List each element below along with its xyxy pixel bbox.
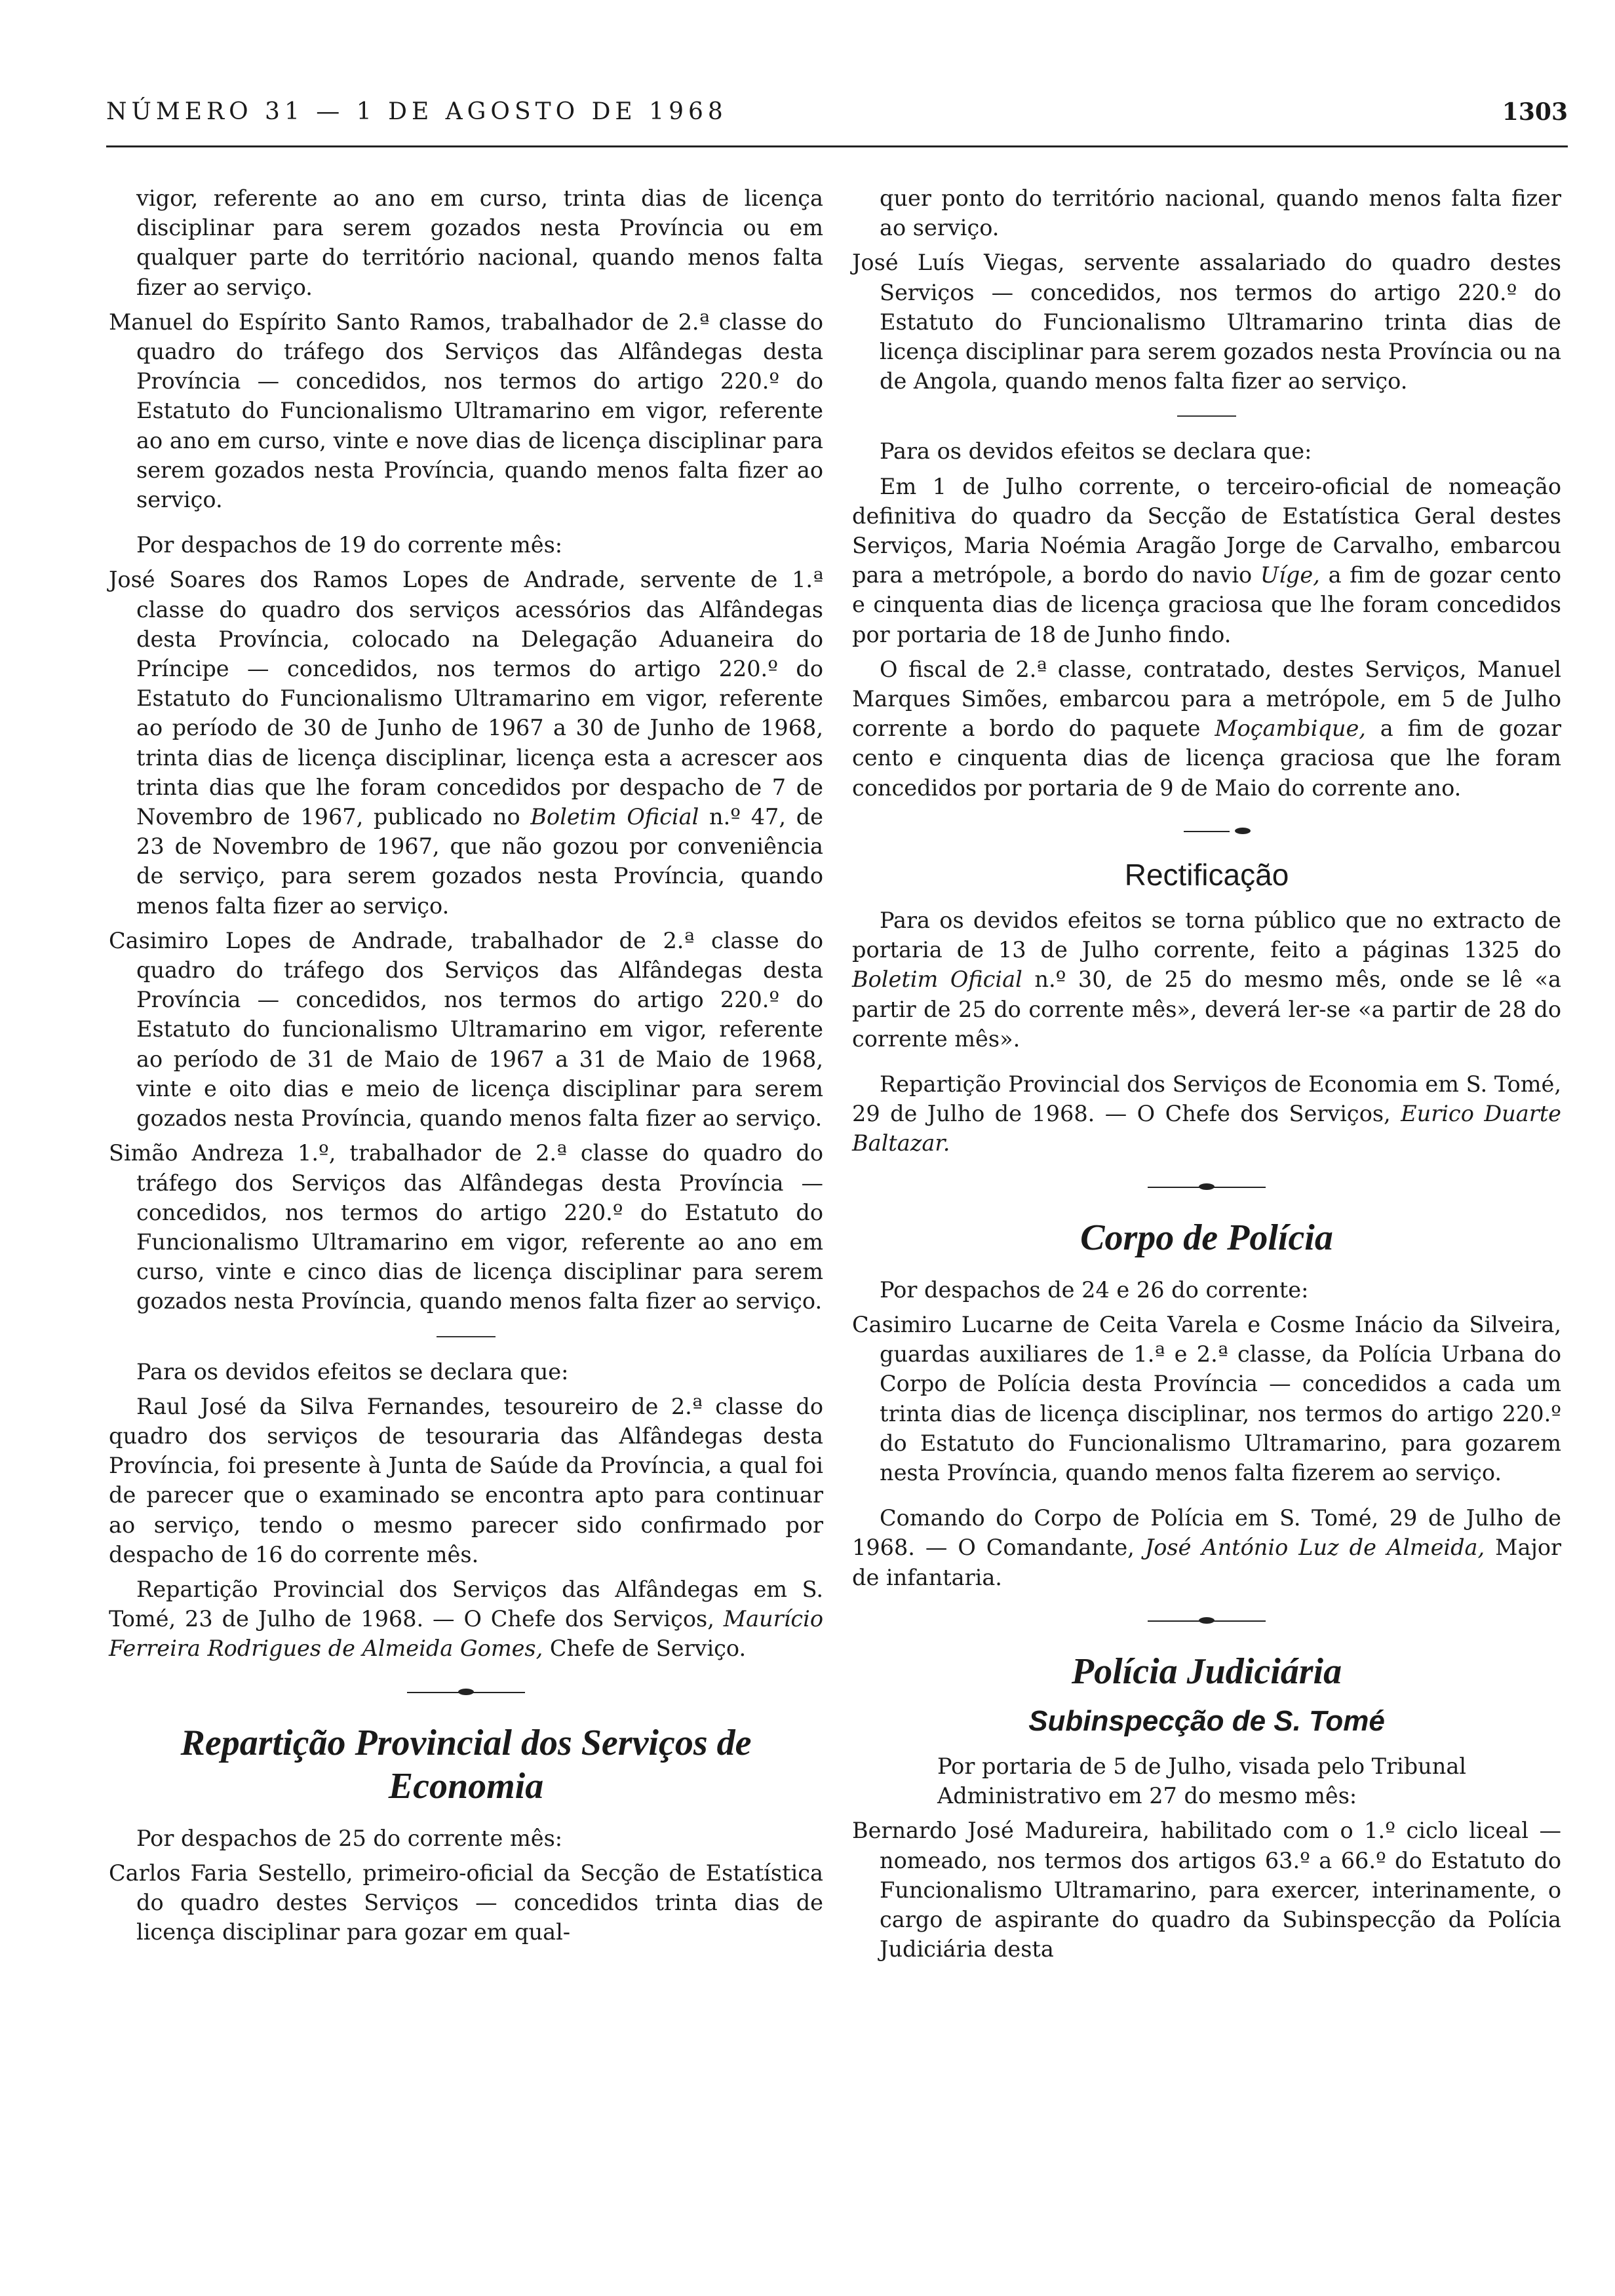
section-heading-rectificacao: Rectificação [1124, 857, 1289, 892]
paragraph: Raul José da Silva Fernandes, tesoureiro de 2.ª classe do quadro dos serviços de tesouraria das Alfândegas desta Província, foi presente à Junta de Saúde da Província, a qual foi de parecer que o examinado se encontra apto para continuar ao serviço, tendo o mesmo parecer sido confirmado por despacho de 16 do corrente mês. [109, 1393, 823, 1567]
paragraph: Em 1 de Julho corrente, o terceiro-oficial de nomeação definitiva do quadro da Secção de Estatística Geral destes Serviços, Maria Noémia Aragão Jorge de Carvalho, embarcou para a metrópole, a bordo do navio Uíge, a fim de gozar cento e cinquenta dias de licença graciosa que lhe foram concedidos por portaria de 18 de Junho findo. [852, 473, 1561, 647]
dispatch-intro: Por despachos de 19 do corrente mês: [136, 532, 563, 558]
separator-dash [1177, 415, 1236, 417]
header-rule [106, 145, 1568, 147]
paragraph: Manuel do Espírito Santo Ramos, trabalhador de 2.ª classe do quadro do tráfego dos Serviços das Alfândegas desta Província — concedidos, nos termos do artigo 220.º do Estatuto do Funcionalismo Ultramarino em vigor, referente ao ano em curso, vinte e nove dias de licença disciplinar para serem gozados nesta Província, quando menos falta fizer ao serviço. [109, 309, 823, 513]
declaration-intro: Para os devidos efeitos se declara que: [136, 1358, 569, 1385]
page-number: 1303 [1502, 98, 1568, 126]
paragraph: vigor, referente ao ano em curso, trinta dias de licença disciplinar para serem gozados nesta Província ou em qualquer parte do território nacional, quando menos falta fizer ao serviço. [136, 185, 823, 300]
left-column [109, 183, 823, 1947]
signature-paragraph: Repartição Provincial dos Serviços de Economia em S. Tomé, 29 de Julho de 1968. — O Chefe dos Serviços, Eurico Duarte Baltazar. [852, 1071, 1562, 1157]
section-heading-economia: Repartição Provincial dos Serviços de Economia [180, 1722, 752, 1807]
signatory-name: José António Luz de Almeida, [1144, 1535, 1485, 1561]
signatory-name: Maurício Ferreira Rodrigues de Almeida Gomes, [109, 1606, 823, 1662]
ship-name: Uíge, [1260, 562, 1320, 588]
ornament-divider [407, 1686, 525, 1699]
issue-date-header: NÚMERO 31 — 1 DE AGOSTO DE 1968 [106, 98, 728, 125]
subsection-heading: Subinspecção de S. Tomé [1028, 1704, 1385, 1737]
right-column [852, 183, 1561, 1964]
dispatch-intro: Por despachos de 25 do corrente mês: [136, 1825, 563, 1851]
dispatch-intro: Por despachos de 24 e 26 do corrente: [880, 1276, 1309, 1303]
paragraph: O fiscal de 2.ª classe, contratado, destes Serviços, Manuel Marques Simões, embarcou para a metrópole, em 5 de Julho corrente a bordo do paquete Moçambique, a fim de gozar cento e cinquenta dias de licença graciosa que lhe foram concedidos por portaria de 9 de Maio do corrente ano. [852, 656, 1561, 801]
italic-ref: Boletim Oficial [530, 804, 699, 830]
signatory-name: Eurico Duarte Baltazar. [852, 1101, 1562, 1157]
paragraph: Casimiro Lopes de Andrade, trabalhador de 2.ª classe do quadro do tráfego dos Serviços das Alfândegas desta Província — concedidos, nos termos do artigo 220.º do Estatuto do funcionalismo Ultramarino em vigor, referente ao período de 31 de Maio de 1967 a 31 de Maio de 1968, vinte e oito dias e meio de licença disciplinar para serem gozados nesta Província, quando menos falta fizer ao serviço. [109, 927, 823, 1132]
section-heading-policia-judiciaria: Polícia Judiciária [1071, 1651, 1342, 1692]
ornament-divider [1148, 1615, 1266, 1628]
ship-name: Moçambique, [1215, 716, 1366, 742]
paragraph: José Luís Viegas, servente assalariado do quadro destes Serviços — concedidos, nos termos do artigo 220.º do Estatuto do Funcionalismo Ultramarino trinta dias de licença disciplinar para serem gozados nesta Província ou na de Angola, quando menos falta fizer ao serviço. [852, 250, 1561, 394]
separator-dash [437, 1336, 496, 1337]
section-heading-corpo-policia: Corpo de Polícia [1080, 1217, 1333, 1258]
dispatch-intro: Por portaria de 5 de Julho, visada pelo Tribunal Administrativo em 27 do mesmo mês: [937, 1753, 1467, 1809]
paragraph: Casimiro Lucarne de Ceita Varela e Cosme Inácio da Silveira, guardas auxiliares de 1.ª e 2.ª classe, da Polícia Urbana do Corpo de Polícia desta Província — concedidos a cada um trinta dias de licença disciplinar, nos termos do artigo 220.º do Estatuto do Funcionalismo Ultramarino, para gozarem nesta Província, quando menos falta fizerem ao serviço. [852, 1311, 1561, 1485]
declaration-intro: Para os devidos efeitos se declara que: [880, 438, 1312, 465]
paragraph: José Soares dos Ramos Lopes de Andrade, servente de 1.ª classe do quadro dos serviços acessórios das Alfândegas desta Província, colocado na Delegação Aduaneira do Príncipe — concedidos, nos termos do artigo 220.º do Estatuto do Funcionalismo Ultramarino em vigor, referente ao período de 30 de Junho de 1967 a 30 de Junho de 1968, trinta dias de licença disciplinar, licença esta a acrescer aos trinta dias que lhe foram concedidos por despacho de 7 de Novembro de 1967, publicado no Boletim Oficial n.º 47, de 23 de Novembro de 1967, que não gozou por conveniência de serviço, para serem gozados nesta Província, quando menos falta fizer ao serviço. [109, 567, 823, 919]
signature-paragraph: Comando do Corpo de Polícia em S. Tomé, 29 de Julho de 1968. — O Comandante, José António Luz de Almeida, Major de infantaria. [852, 1505, 1562, 1590]
paragraph: Para os devidos efeitos se torna público que no extracto de portaria de 13 de Julho corrente, feito a páginas 1325 do Boletim Oficial n.º 30, de 25 do mesmo mês, onde se lê «a partir de 25 do corrente mês», deverá ler-se «a partir de 28 do corrente mês». [852, 908, 1562, 1052]
paragraph: quer ponto do território nacional, quando menos falta fizer ao serviço. [880, 185, 1561, 241]
paragraph: Bernardo José Madureira, habilitado com o 1.º ciclo liceal — nomeado, nos termos dos artigos 63.º a 66.º do Estatuto do Funcionalismo Ultramarino, para exercer, interinamente, o cargo de aspirante do quadro da Subinspecção da Polícia Judiciária desta [852, 1818, 1561, 1962]
italic-ref: Boletim Oficial [852, 966, 1022, 993]
small-ornament [1184, 825, 1230, 838]
paragraph: Carlos Faria Sestello, primeiro-oficial da Secção de Estatística do quadro destes Serviços — concedidos trinta dias de licença disciplinar para gozar em qual- [109, 1860, 823, 1945]
paragraph: Simão Andreza 1.º, trabalhador de 2.ª classe do quadro do tráfego dos Serviços das Alfândegas desta Província — concedidos, nos termos do artigo 220.º do Estatuto do Funcionalismo Ultramarino em vigor, referente ao ano em curso, vinte e cinco dias de licença disciplinar para serem gozados nesta Província, quando menos falta fizer ao serviço. [109, 1140, 823, 1314]
ornament-divider [1148, 1181, 1266, 1194]
page-header [106, 98, 1568, 138]
signature-paragraph: Repartição Provincial dos Serviços das Alfândegas em S. Tomé, 23 de Julho de 1968. — O Chefe dos Serviços, Maurício Ferreira Rodrigues de Almeida Gomes, Chefe de Serviço. [109, 1576, 823, 1662]
